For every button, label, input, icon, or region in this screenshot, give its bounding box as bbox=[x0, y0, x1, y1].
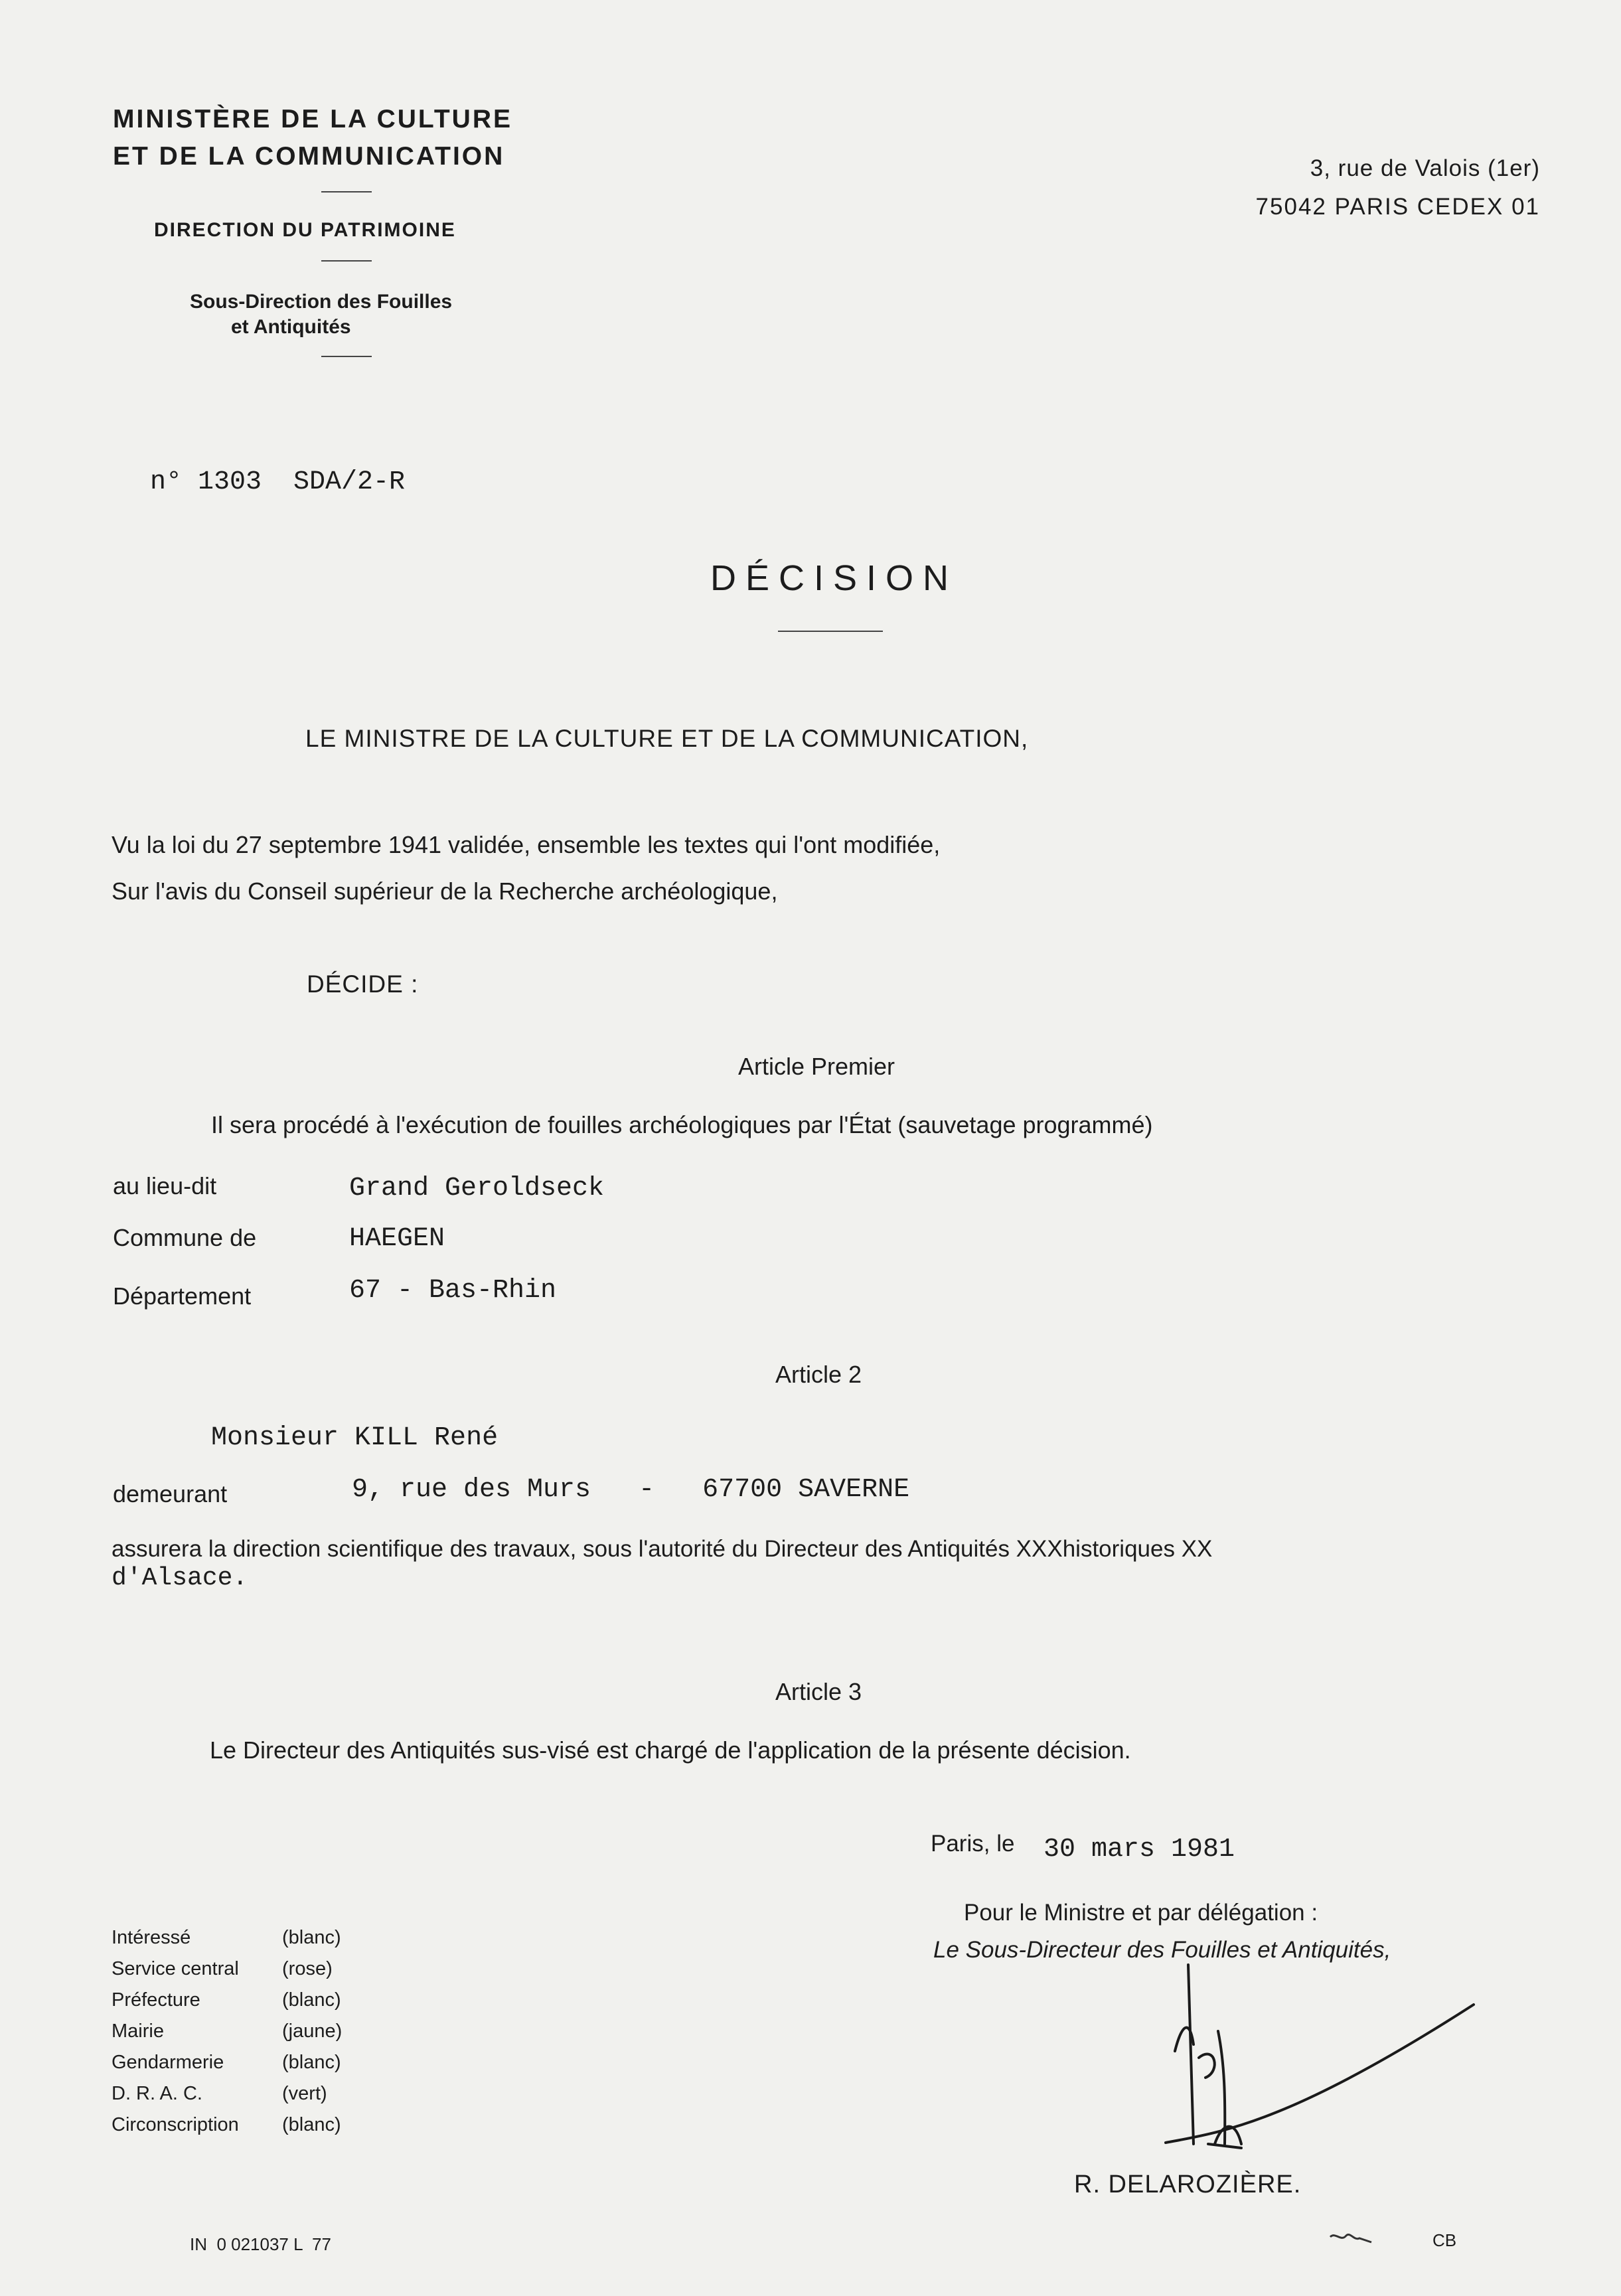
copy-recipient: D. R. A. C. bbox=[112, 2083, 202, 2104]
header-divider-1 bbox=[321, 191, 372, 192]
signoff-role: Le Sous-Directeur des Fouilles et Antiquités, bbox=[933, 1937, 1391, 1963]
handwritten-signature-icon bbox=[1162, 1945, 1487, 2164]
copy-color: (jaune) bbox=[282, 2021, 343, 2042]
page-title: DÉCISION bbox=[710, 558, 959, 598]
copy-color: (blanc) bbox=[282, 1989, 341, 2011]
copy-row bbox=[112, 2047, 342, 2078]
footer-initials: CB bbox=[1432, 2230, 1457, 2250]
copy-row bbox=[112, 1953, 342, 1985]
copy-row bbox=[112, 1922, 342, 1953]
subdirection-line2: et Antiquités bbox=[231, 316, 351, 338]
copy-color: (blanc) bbox=[282, 2114, 341, 2135]
subdirection-line1: Sous-Direction des Fouilles bbox=[190, 291, 453, 313]
copy-recipient: Gendarmerie bbox=[112, 2052, 224, 2073]
direction-label: DIRECTION DU PATRIMOINE bbox=[154, 219, 456, 241]
signoff-delegation: Pour le Ministre et par délégation : bbox=[964, 1900, 1318, 1926]
address-line1: 3, rue de Valois (1er) bbox=[1310, 155, 1540, 181]
commune-label: Commune de bbox=[113, 1224, 257, 1251]
preamble-line-2: Sur l'avis du Conseil supérieur de la Recherche archéologique, bbox=[112, 878, 778, 905]
minister-line: LE MINISTRE DE LA CULTURE ET DE LA COMMUNICATION, bbox=[305, 725, 1029, 752]
ministry-line1: MINISTÈRE DE LA CULTURE bbox=[113, 105, 512, 133]
ministry-line2: ET DE LA COMMUNICATION bbox=[113, 142, 505, 171]
copy-row bbox=[112, 1985, 342, 2016]
article2-person: Monsieur KILL René bbox=[211, 1423, 499, 1453]
header-divider-3 bbox=[321, 356, 372, 357]
reference-number: n° 1303 SDA/2-R bbox=[150, 467, 406, 497]
copy-recipient: Circonscription bbox=[112, 2114, 239, 2135]
address-label: demeurant bbox=[113, 1480, 228, 1507]
article3-text: Le Directeur des Antiquités sus-visé est chargé de l'application de la présente décision. bbox=[210, 1736, 1131, 1764]
copy-color: (vert) bbox=[282, 2083, 327, 2104]
article3-heading: Article 3 bbox=[775, 1678, 862, 1705]
copy-color: (blanc) bbox=[282, 2052, 341, 2073]
commune-value: HAEGEN bbox=[349, 1224, 445, 1254]
copy-row bbox=[112, 2078, 342, 2109]
copy-color: (blanc) bbox=[282, 1927, 341, 1948]
article2-text-line2: d'Alsace. bbox=[112, 1564, 248, 1592]
address-line2: 75042 PARIS CEDEX 01 bbox=[1255, 194, 1540, 220]
article2-heading: Article 2 bbox=[775, 1361, 862, 1388]
article1-text: Il sera procédé à l'exécution de fouilles archéologiques par l'État (sauvetage programmé) bbox=[211, 1111, 1153, 1138]
signoff-date: 30 mars 1981 bbox=[1043, 1835, 1235, 1865]
header-divider-2 bbox=[321, 260, 372, 262]
departement-label: Département bbox=[113, 1282, 252, 1310]
copy-row bbox=[112, 2109, 342, 2141]
signoff-place: Paris, le bbox=[931, 1831, 1015, 1857]
form-code: IN 0 021037 L 77 bbox=[190, 2234, 331, 2254]
article2-text: assurera la direction scientifique des travaux, sous l'autorité du Directeur des Antiquités XXXhistoriques XX bbox=[112, 1536, 1213, 1562]
lieu-dit-label: au lieu-dit bbox=[113, 1172, 217, 1199]
copies-list bbox=[112, 1922, 342, 2141]
copy-recipient: Mairie bbox=[112, 2021, 164, 2042]
departement-value: 67 - Bas-Rhin bbox=[349, 1276, 557, 1306]
preamble-line-1: Vu la loi du 27 septembre 1941 validée, ensemble les textes qui l'ont modifiée, bbox=[112, 831, 941, 858]
article1-heading: Article Premier bbox=[738, 1053, 895, 1080]
ink-mark-icon bbox=[1328, 2228, 1374, 2248]
signatory-name: R. DELAROZIÈRE. bbox=[1074, 2171, 1302, 2198]
decide-label: DÉCIDE : bbox=[307, 970, 419, 998]
copy-recipient: Préfecture bbox=[112, 1989, 200, 2011]
address-value: 9, rue des Murs - 67700 SAVERNE bbox=[352, 1475, 910, 1505]
copy-color: (rose) bbox=[282, 1958, 333, 1979]
title-underline bbox=[778, 631, 883, 632]
copy-recipient: Intéressé bbox=[112, 1927, 191, 1948]
copy-recipient: Service central bbox=[112, 1958, 239, 1979]
lieu-dit-value: Grand Geroldseck bbox=[349, 1174, 605, 1203]
copy-row bbox=[112, 2016, 342, 2047]
